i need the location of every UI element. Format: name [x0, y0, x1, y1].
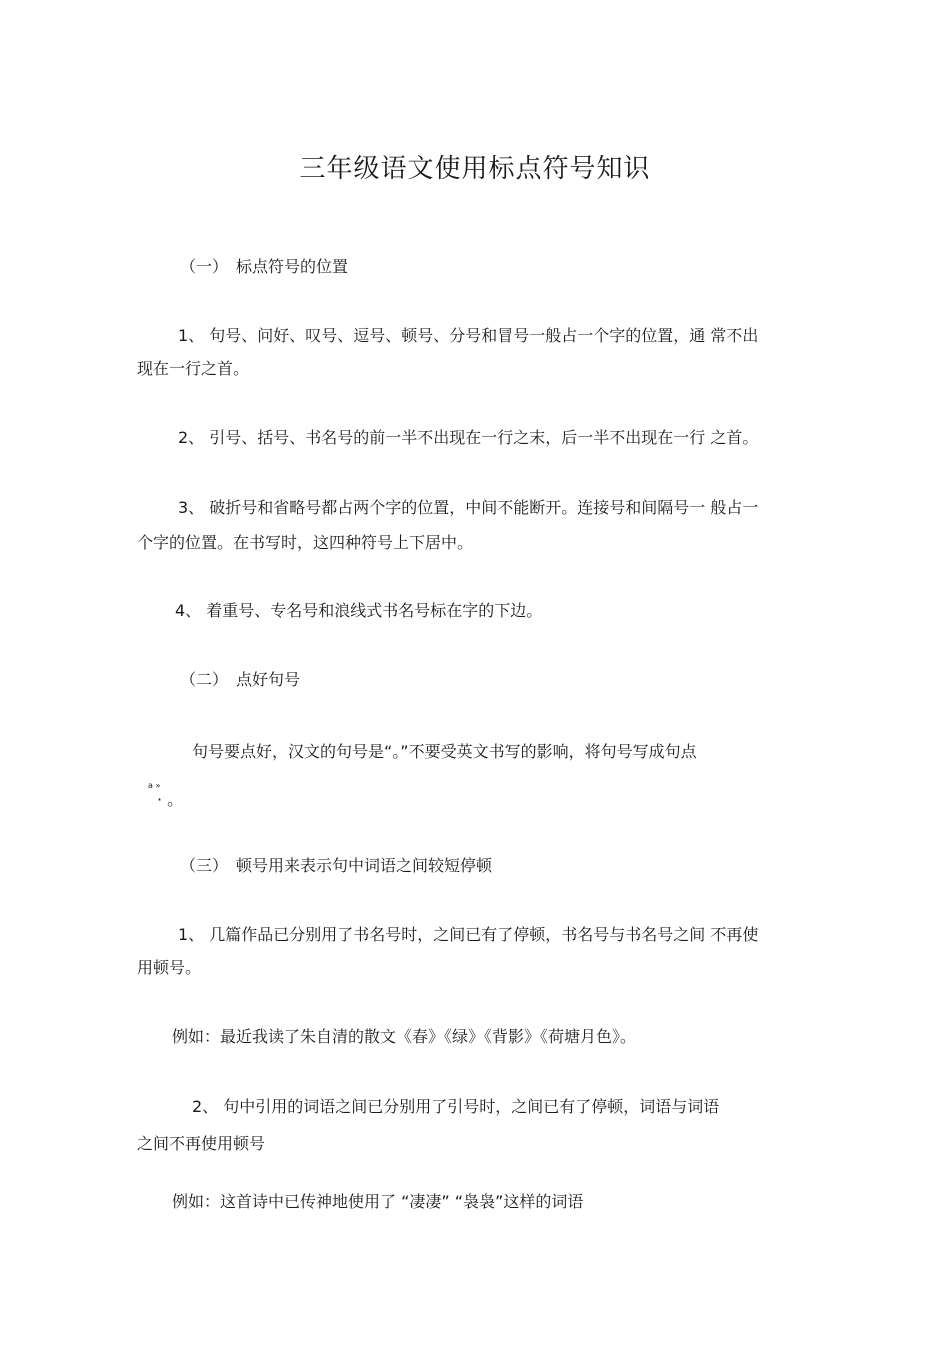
- section-3-heading: （三） 顿号用来表示句中词语之间较短停顿: [180, 856, 493, 875]
- section-1-item-3-line-2: 个字的位置。在书写时，这四种符号上下居中。: [137, 533, 474, 552]
- section-3-item-1-line-1: 1、 几篇作品已分别用了书名号时，之间已有了停顿，书名号与书名号之间 不再使: [178, 925, 759, 944]
- section-2-heading: （二） 点好句号: [180, 670, 301, 689]
- section-3-example-1: 例如：最近我读了朱自清的散文《春》《绿》《背影》《荷塘月色》。: [172, 1027, 637, 1046]
- section-3-item-1-line-2: 用顿号。: [137, 958, 202, 977]
- section-1-heading: （一） 标点符号的位置: [180, 257, 349, 276]
- section-1-item-3-line-1: 3、 破折号和省略号都占两个字的位置，中间不能断开。连接号和间隔号一 般占一: [178, 498, 759, 517]
- section-1-item-2-line-1: 2、 引号、括号、书名号的前一半不出现在一行之末，后一半不出现在一行 之首。: [178, 428, 759, 447]
- document-title: 三年级语文使用标点符号知识: [299, 154, 651, 184]
- section-3-example-2: 例如：这首诗中已传神地使用了 “凄凄” “袅袅”这样的词语: [172, 1192, 584, 1211]
- section-1-item-1-line-1: 1、 句号、问好、叹号、逗号、顿号、分号和冒号一般占一个字的位置，通 常不出: [178, 326, 759, 345]
- section-2-mark-bottom: · 。: [157, 790, 184, 809]
- section-3-item-2-line-1: 2、 句中引用的词语之间已分别用了引号时，之间已有了停顿，词语与词语: [192, 1097, 720, 1116]
- section-2-body: 句号要点好，汉文的句号是“。”不要受英文书写的影响，将句号写成句点: [192, 742, 697, 761]
- section-3-item-2-line-2: 之间不再使用顿号: [137, 1134, 266, 1153]
- section-1-item-1-line-2: 现在一行之首。: [137, 359, 250, 378]
- section-2-mark-top: a »: [148, 781, 161, 790]
- section-1-item-4-line-1: 4、 着重号、专名号和浪线式书名号标在字的下边。: [175, 601, 543, 620]
